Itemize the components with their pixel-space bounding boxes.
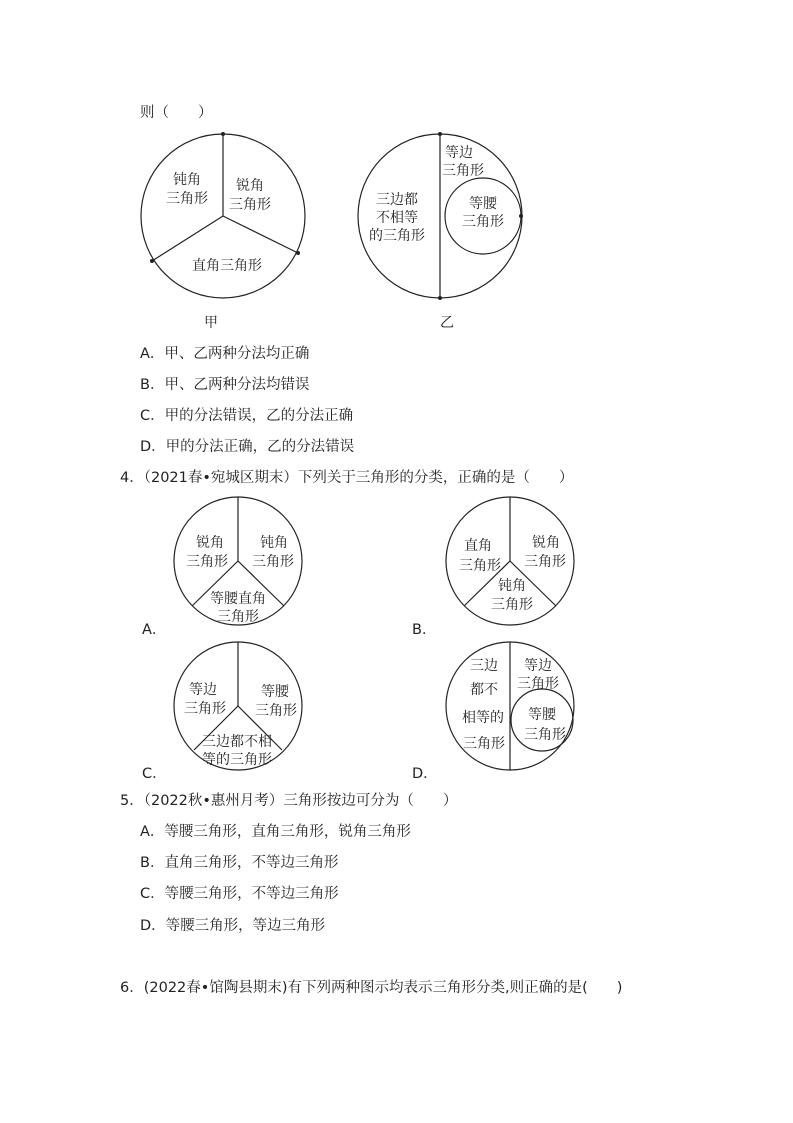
jia-right: 直角三角形: [192, 258, 262, 274]
q4-option-c-letter[interactable]: C．: [142, 766, 167, 782]
4b-s1-l1: 直角: [464, 538, 492, 554]
4d-top-l2: 三角形: [517, 676, 559, 692]
figure-yi: [355, 132, 530, 304]
4d-top-l1: 等边: [524, 658, 552, 674]
4b-s2-l2: 三角形: [524, 554, 566, 570]
q5-stem: 5．（2022秋•惠州月考）三角形按边可分为（ ）: [120, 793, 458, 809]
4a-s3-l1: 等腰直角: [210, 591, 266, 607]
q4-figure-c[interactable]: [170, 640, 306, 772]
q6-stem: 6．(2022春•馆陶县期末)有下列两种图示均表示三角形分类,则正确的是( ): [120, 980, 623, 996]
caption-jia: 甲: [204, 315, 218, 331]
q3-option-c[interactable]: C．甲的分法错误，乙的分法正确: [140, 408, 354, 424]
4a-s3-l2: 三角形: [217, 609, 259, 625]
4c-s1-l1: 等边: [189, 682, 217, 698]
4d-left-l1: 三边: [470, 658, 498, 674]
yi-equilateral-l1: 等边: [445, 145, 473, 161]
q3-option-b[interactable]: B．甲、乙两种分法均错误: [140, 377, 310, 393]
4b-s3-l1: 钝角: [498, 578, 526, 594]
4c-s3-l2: 等的三角形: [202, 752, 272, 768]
4c-s3-l1: 三边都不相: [202, 734, 272, 750]
figure-jia: [135, 132, 315, 304]
4d-left-l2: 都不: [470, 682, 498, 698]
q3-option-d[interactable]: D．甲的分法正确，乙的分法错误: [140, 439, 355, 455]
q4-figure-b[interactable]: [442, 495, 578, 627]
4c-s2-l1: 等腰: [261, 684, 289, 700]
4b-s2-l1: 锐角: [532, 535, 560, 551]
jia-acute-l2: 三角形: [229, 197, 271, 213]
4d-left-l4: 三角形: [463, 736, 505, 752]
q5-option-a[interactable]: A．等腰三角形，直角三角形，锐角三角形: [140, 824, 411, 840]
yi-isosceles-l1: 等腰: [469, 196, 497, 212]
yi-equilateral-l2: 三角形: [442, 163, 484, 179]
4a-s1-l2: 三角形: [186, 554, 228, 570]
jia-acute-l1: 锐角: [236, 178, 264, 194]
4a-s2-l2: 三角形: [252, 554, 294, 570]
yi-scalene-l2: 不相等: [376, 210, 418, 226]
q4-option-a-letter[interactable]: A．: [142, 622, 167, 638]
4d-left-l3: 相等的: [462, 710, 504, 726]
4c-s1-l2: 三角形: [184, 701, 226, 717]
jia-obtuse-l1: 钝角: [173, 172, 201, 188]
yi-scalene-l1: 三边都: [376, 192, 418, 208]
q5-option-d[interactable]: D．等腰三角形，等边三角形: [140, 918, 326, 934]
q4-option-d-letter[interactable]: D．: [412, 766, 438, 782]
q3-stem-tail: 则（ ）: [140, 105, 213, 121]
yi-scalene-l3: 的三角形: [369, 228, 425, 244]
4b-s3-l2: 三角形: [491, 597, 533, 613]
yi-isosceles-l2: 三角形: [462, 214, 504, 230]
q5-option-c[interactable]: C．等腰三角形，不等边三角形: [140, 886, 339, 902]
4a-s1-l1: 锐角: [196, 535, 224, 551]
4b-s1-l2: 三角形: [459, 558, 501, 574]
q4-stem: 4．（2021春•宛城区期末）下列关于三角形的分类，正确的是（ ）: [120, 470, 574, 486]
caption-yi: 乙: [440, 315, 454, 331]
q3-option-a[interactable]: A．甲、乙两种分法均正确: [140, 346, 310, 362]
4a-s2-l1: 钝角: [260, 535, 288, 551]
4c-s2-l2: 三角形: [255, 703, 297, 719]
q4-figure-d[interactable]: [442, 640, 582, 776]
4d-inner-l2: 三角形: [524, 727, 566, 743]
4d-inner-l1: 等腰: [528, 707, 556, 723]
q4-figure-a[interactable]: [170, 495, 306, 627]
q4-option-b-letter[interactable]: B．: [412, 622, 437, 638]
jia-obtuse-l2: 三角形: [166, 191, 208, 207]
q5-option-b[interactable]: B．直角三角形，不等边三角形: [140, 855, 339, 871]
